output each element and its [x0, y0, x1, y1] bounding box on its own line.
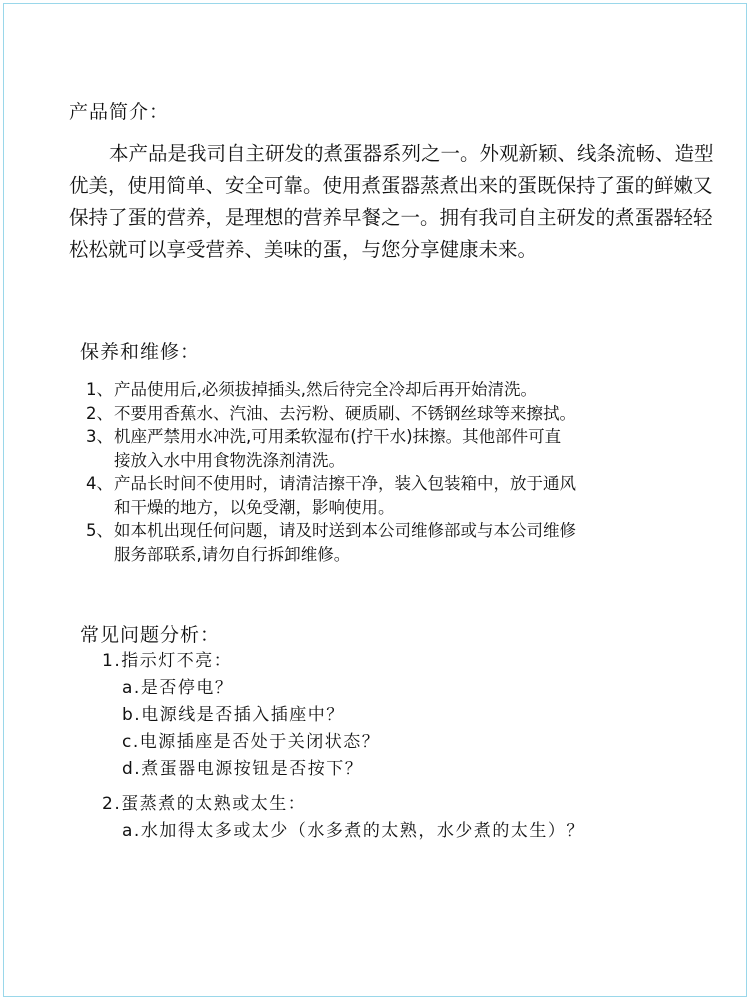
item-number: 5、 — [86, 521, 113, 540]
answer-item: b.电源线是否插入插座中？ — [122, 705, 345, 725]
faq-title: 常见问题分析： — [80, 624, 221, 646]
question-label: 2.蛋蒸煮的太熟或太生： — [102, 794, 307, 814]
item-number: 4、 — [86, 474, 113, 493]
item-number: 1、 — [86, 380, 113, 399]
maintenance-title: 保养和维修： — [80, 341, 201, 363]
item-number: 3、 — [86, 427, 113, 446]
maintenance-item — [86, 425, 726, 472]
item-text: 产品长时间不使用时，请清洁擦干净，装入包装箱中，放于通风 — [114, 474, 576, 493]
maintenance-item — [86, 378, 726, 402]
item-text: 机座严禁用水冲洗,可用柔软湿布(拧干水)抹擦。其他部件可直 — [114, 427, 562, 446]
question-label: 1.指示灯不亮： — [102, 651, 233, 671]
item-continuation: 服务部联系,请勿自行拆卸维修。 — [114, 544, 351, 564]
answer-item: a.是否停电？ — [122, 678, 234, 698]
maintenance-item — [86, 472, 726, 519]
item-continuation: 和干燥的地方，以免受潮，影响使用。 — [114, 497, 395, 517]
item-number: 2、 — [86, 403, 113, 423]
faq-question-1 — [102, 648, 722, 783]
intro-title: 产品简介： — [69, 101, 170, 123]
item-text: 如本机出现任何问题，请及时送到本公司维修部或与本公司维修 — [114, 521, 576, 540]
answer-item: d.煮蛋器电源按钮是否按下？ — [122, 759, 364, 779]
answer-item: c.电源插座是否处于关闭状态？ — [122, 732, 381, 752]
intro-paragraph — [69, 138, 719, 266]
intro-text: 本产品是我司自主研发的煮蛋器系列之一。外观新颖、线条流畅、造型优美，使用简单、安全可靠。使用煮蛋器蒸煮出来的蛋既保持了蛋的鲜嫩又保持了蛋的营养，是理想的营养早餐之一。拥有我司自主研发的煮蛋器轻轻松松就可以享受营养、美味的蛋，与您分享健康未来。 — [69, 142, 714, 261]
manual-page — [3, 3, 747, 997]
maintenance-item — [86, 519, 726, 566]
item-continuation: 接放入水中用食物洗涤剂清洗。 — [114, 450, 345, 470]
answer-item: a.水加得太多或太少（水多煮的太熟，水少煮的太生）？ — [122, 821, 585, 841]
item-text: 产品使用后,必须拔掉插头,然后待完全冷却后再开始清洗。 — [114, 380, 537, 399]
answer-list — [102, 818, 722, 845]
maintenance-list — [86, 378, 726, 566]
answer-list — [102, 675, 722, 783]
maintenance-item — [86, 402, 726, 426]
item-text: 不要用香蕉水、汽油、去污粉、硬质刷、不锈钢丝球等来擦拭。 — [114, 403, 576, 423]
faq-question-2 — [102, 791, 722, 845]
